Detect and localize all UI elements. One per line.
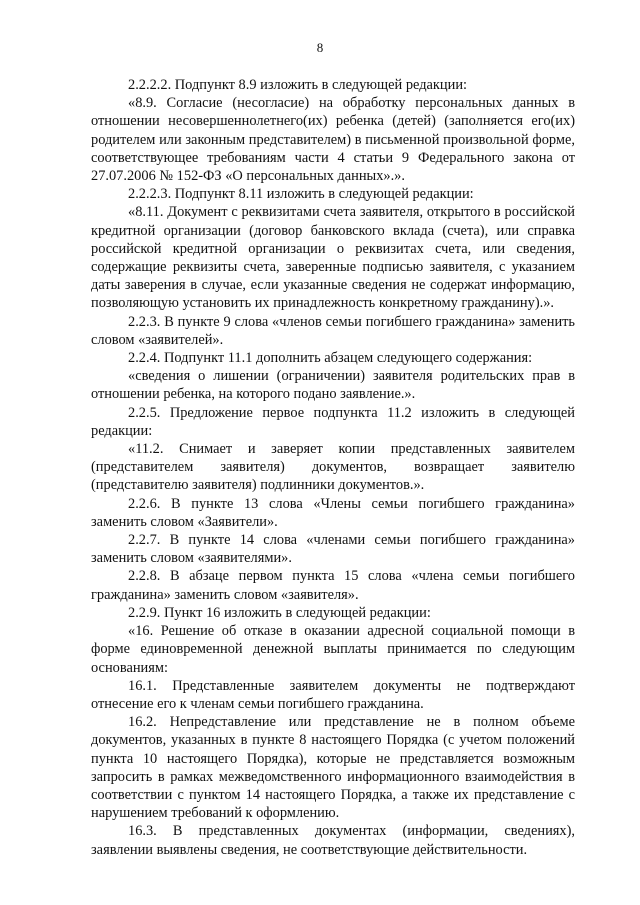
paragraph-2-2-7: 2.2.7. В пункте 14 слова «членами семьи погибшего гражданина» заменить словом «заявителями». [91,532,575,567]
paragraph-2-2-2-2: 2.2.2.2. Подпункт 8.9 изложить в следующей редакции: [128,77,468,93]
paragraph-2-2-3: 2.2.3. В пункте 9 слова «членов семьи погибшего гражданина» заменить словом «заявителей». [91,313,575,348]
paragraph-11-2: «11.2. Снимает и заверяет копии представленных заявителем (представителем заявителя) документов, возвращает заявителю (представителю заявителя) подлинники документов.». [91,441,575,494]
paragraph-2-2-6: 2.2.6. В пункте 13 слова «Члены семьи погибшего гражданина» заменить словом «Заявители». [91,495,575,530]
paragraph-2-2-4: 2.2.4. Подпункт 11.1 дополнить абзацем следующего содержания: [128,350,533,367]
paragraph-2-2-9: 2.2.9. Пункт 16 изложить в следующей редакции: [128,604,431,621]
document-body [91,76,575,859]
paragraph-2-2-8: 2.2.8. В абзаце первом пункта 15 слова «члена семьи погибшего гражданина» заменить словом «заявителя». [91,568,575,603]
paragraph-8-11: «8.11. Документ с реквизитами счета заявителя, открытого в российской кредитной организации (договор банковского вклада (счета), или справка российской кредитной организации о реквизитах счета, или сведения, содержащие реквизиты счета, заверенные подписью заявителя, с указанием даты заверения в случае, если указанные сведения не содержат информацию, позволяющую установить их принадлежность конкретному гражданину).». [91,204,575,312]
paragraph-16-2: 16.2. Непредставление или представление не в полном объеме документов, указанных в пункте 8 настоящего Порядка (с учетом положений пункта 10 настоящего Порядка), которые не представляется возможным запросить в рамках межведомственного информационного взаимодействия в соответствии с пунктом 14 настоящего Порядка, а также их представление с нарушением требований к оформлению. [91,714,575,822]
paragraph-2-2-5: 2.2.5. Предложение первое подпункта 11.2 изложить в следующей редакции: [91,404,575,439]
paragraph-16: «16. Решение об отказе в оказании адресной социальной помощи в форме единовременной денежной выплаты принимается по следующим основаниям: [91,623,575,676]
paragraph-16-3: 16.3. В представленных документах (информации, сведениях), заявлении выявлены сведения, не соответствующие действительности. [91,823,575,858]
paragraph-11-1-addition: «сведения о лишении (ограничении) заявителя родительских прав в отношении ребенка, на которого подано заявление.». [91,368,575,403]
page-number: 8 [316,40,324,55]
paragraph-8-9: «8.9. Согласие (несогласие) на обработку персональных данных в отношении несовершеннолетнего(их) ребенка (детей) (заполняется его(их) родителем или законным представителем) в письменной произвольной форме, соответствующее требованиям части 4 статьи 9 Федерального закона от 27.07.2006 № 152-ФЗ «О персональных данных».». [91,95,575,185]
paragraph-2-2-2-3: 2.2.2.3. Подпункт 8.11 изложить в следующей редакции: [128,186,474,203]
paragraph-16-1: 16.1. Представленные заявителем документы не подтверждают отнесение его к членам семьи погибшего гражданина. [91,677,575,712]
